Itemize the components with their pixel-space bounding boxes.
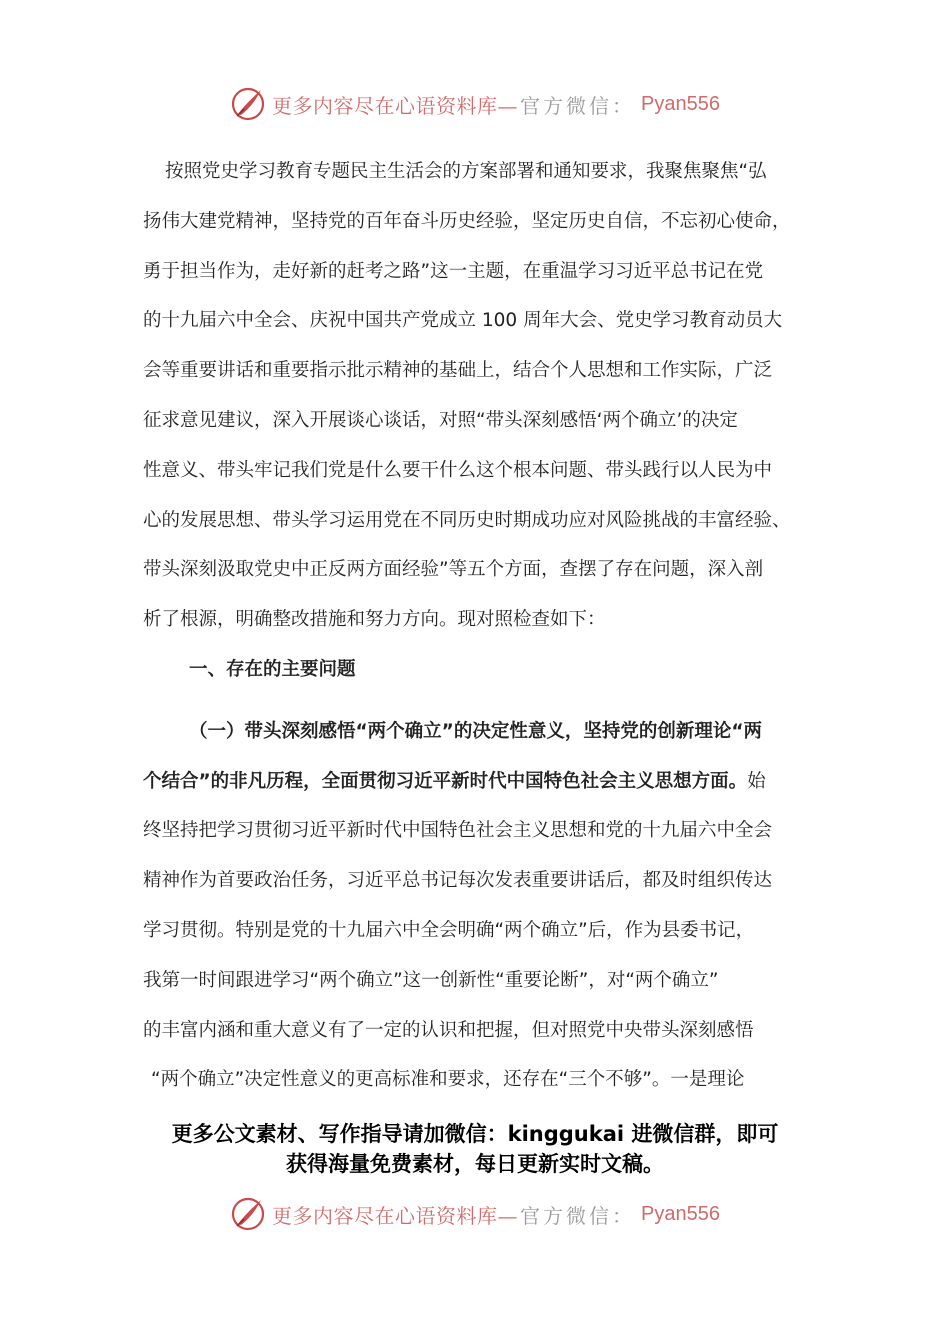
paragraph-line: 终坚持把学习贯彻习近平新时代中国特色社会主义思想和党的十九届六中全会: [143, 820, 773, 842]
paragraph-line: 扬伟大建党精神，坚持党的百年奋斗历史经验，坚定历史自信，不忘初心使命，: [143, 210, 791, 232]
paragraph-line: 的丰富内涵和重大意义有了一定的认识和把握，但对照党中央带头深刻感悟: [143, 1019, 754, 1041]
footer-note: [0, 1119, 950, 1179]
paragraph-line: 的十九届六中全会、庆祝中国共产党成立 100 周年大会、党史学习教育动员大: [143, 310, 783, 332]
paragraph-line: 析了根源，明确整改措施和努力方向。现对照检查如下：: [143, 609, 606, 631]
paragraph-line: 我第一时间跟进学习“两个确立”这一创新性“重要论断”，对“两个确立”: [143, 969, 719, 991]
subsection-heading: （一）带头深刻感悟“两个确立”的决定性意义，坚持党的创新理论“两: [189, 720, 762, 742]
paragraph-line: 按照党史学习教育专题民主生活会的方案部署和通知要求，我聚焦聚焦“弘: [165, 161, 767, 182]
paragraph-line: 精神作为首要政治任务，习近平总书记每次发表重要讲话后，都及时组织传达: [143, 870, 773, 892]
feather-pen-logo-icon: [230, 1196, 266, 1232]
footer-note-line: 更多公文素材、写作指导请加微信：kinggukai 进微信群，即可: [171, 1122, 779, 1146]
subsection-heading-continued: [143, 757, 807, 807]
paragraph-line: 心的发展思想、带头学习运用党在不同历史时期成功应对风险挑战的丰富经验、: [143, 509, 791, 531]
banner-wechat-label: 官方微信：: [520, 1203, 636, 1228]
banner-text: 更多内容尽在心语资料库—: [272, 1203, 519, 1228]
header-banner: [0, 84, 950, 124]
paragraph-line: 性意义、带头牢记我们党是什么要干什么这个根本问题、带头践行以人民为中: [143, 459, 773, 481]
paragraph-line: 带头深刻汲取党史中正反两方面经验”等五个方面，查摆了存在问题，深入剖: [143, 559, 764, 581]
banner-wechat-label: 官方微信：: [520, 93, 636, 118]
subsection-heading-bold: 个结合”的非凡历程，全面贯彻习近平新时代中国特色社会主义思想方面。: [143, 770, 748, 792]
banner-text: 更多内容尽在心语资料库—: [272, 93, 519, 118]
paragraph-line: “两个确立”决定性意义的更高标准和要求，还存在“三个不够”。一是理论: [151, 1069, 745, 1091]
paragraph-text: 始: [747, 770, 766, 792]
paragraph-line: 会等重要讲话和重要指示批示精神的基础上，结合个人思想和工作实际，广泛: [143, 360, 773, 382]
banner-wechat-id: Pyan556: [641, 92, 720, 115]
footer-banner: [0, 1194, 950, 1234]
footer-note-line: 获得海量免费素材，每日更新实时文稿。: [286, 1152, 664, 1176]
paragraph-line: 学习贯彻。特别是党的十九届六中全会明确“两个确立”后，作为县委书记，: [143, 919, 755, 941]
paragraph-line: 征求意见建议，深入开展谈心谈话，对照“带头深刻感悟‘两个确立’的决定: [143, 409, 738, 431]
feather-pen-logo-icon: [230, 86, 266, 122]
document-body: [143, 147, 807, 1105]
banner-wechat-id: Pyan556: [641, 1202, 720, 1225]
paragraph-line: 勇于担当作为，走好新的赶考之路”这一主题，在重温学习习近平总书记在党: [143, 260, 764, 282]
section-heading: 一、存在的主要问题: [189, 658, 356, 680]
